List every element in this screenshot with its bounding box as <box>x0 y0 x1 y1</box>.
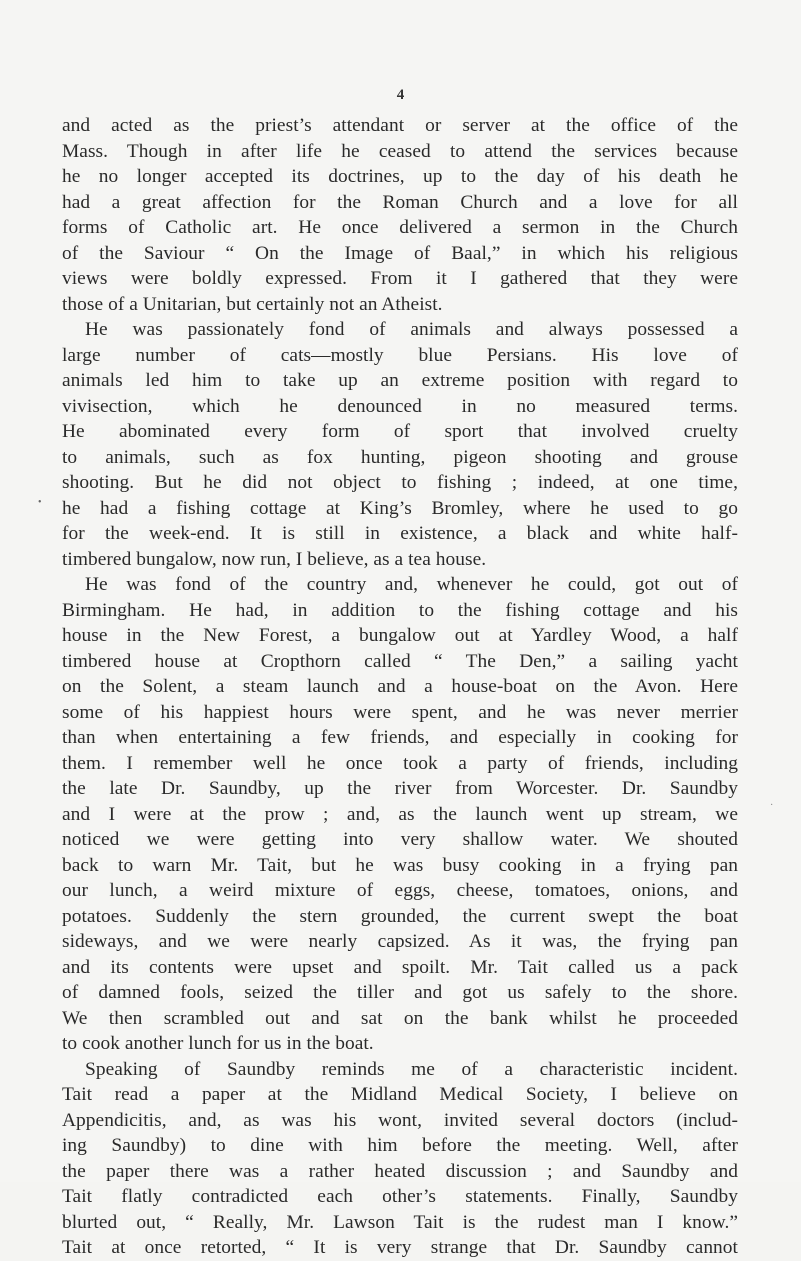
text-line: the paper there was a rather heated discussion ; and Saundby and <box>62 1160 738 1182</box>
text-line: to animals, such as fox hunting, pigeon shooting and grouse <box>62 446 738 468</box>
text-line: He was fond of the country and, whenever he could, got out of <box>85 574 738 595</box>
text-line: those of a Unitarian, but certainly not an Atheist. <box>62 293 443 315</box>
text-line: Appendicitis, and, as was his wont, invited several doctors (includ- <box>62 1109 738 1131</box>
text-line: the late Dr. Saundby, up the river from Worcester. Dr. Saundby <box>62 778 738 799</box>
text-line: of the Saviour “ On the Image of Baal,” in which his religious <box>62 242 738 264</box>
text-line: for the week-end. It is still in existence, a black and white half- <box>62 523 738 544</box>
text-line: Birmingham. He had, in addition to the fishing cottage and his <box>62 599 738 621</box>
text-line: and its contents were upset and spoilt. Mr. Tait called us a pack <box>62 956 738 978</box>
text-line: blurted out, “ Really, Mr. Lawson Tait is the rudest man I know.” <box>62 1211 738 1233</box>
text-line: potatoes. Suddenly the stern grounded, the current swept the boat <box>62 905 738 927</box>
text-line: them. I remember well he once took a party of friends, including <box>62 752 738 774</box>
text-line: vivisection, which he denounced in no measured terms. <box>62 395 738 417</box>
page-number: 4 <box>396 87 405 103</box>
text-line: forms of Catholic art. He once delivered a sermon in the Church <box>62 217 738 238</box>
text-line: Tait read a paper at the Midland Medical Society, I believe on <box>62 1084 738 1105</box>
text-line: Speaking of Saundby reminds me of a characteristic incident. <box>85 1058 738 1080</box>
text-line: Tait at once retorted, “ It is very strange that Dr. Saundby cannot <box>62 1237 738 1258</box>
text-line: on the Solent, a steam launch and a house-boat on the Avon. Here <box>62 676 738 697</box>
text-line: had a great affection for the Roman Church and a love for all <box>62 191 738 213</box>
text-line: our lunch, a weird mixture of eggs, cheese, tomatoes, onions, and <box>62 880 738 901</box>
text-line: some of his happiest hours were spent, and he was never merrier <box>62 701 738 723</box>
text-line: views were boldly expressed. From it I gathered that they were <box>62 268 738 289</box>
text-line: ing Saundby) to dine with him before the meeting. Well, after <box>62 1135 738 1156</box>
text-line: he had a fishing cottage at King’s Bromley, where he used to go <box>62 497 738 519</box>
text-line: house in the New Forest, a bungalow out at Yardley Wood, a half <box>62 625 738 646</box>
text-line: sideways, and we were nearly capsized. As it was, the frying pan <box>62 931 738 952</box>
text-line: shooting. But he did not object to fishing ; indeed, at one time, <box>62 472 738 493</box>
text-line: Mass. Though in after life he ceased to attend the services because <box>62 140 738 162</box>
text-line: timbered house at Cropthorn called “ The Den,” a sailing yacht <box>62 650 738 672</box>
text-line: He was passionately fond of animals and always possessed a <box>85 319 738 340</box>
text-line: large number of cats—mostly blue Persians. His love of <box>62 344 738 366</box>
text-line: and acted as the priest’s attendant or server at the office of the <box>62 115 738 136</box>
text-line: noticed we were getting into very shallow water. We shouted <box>62 829 738 850</box>
text-line: back to warn Mr. Tait, but he was busy cooking in a frying pan <box>62 854 738 876</box>
body-text <box>62 113 738 1261</box>
text-line: than when entertaining a few friends, and especially in cooking for <box>62 727 738 748</box>
margin-speck-mark: · <box>770 800 774 811</box>
text-line: timbered bungalow, now run, I believe, as a tea house. <box>62 548 487 570</box>
text-line: of damned fools, seized the tiller and got us safely to the shore. <box>62 982 738 1003</box>
margin-bullet-mark: • <box>38 497 42 508</box>
text-line: to cook another lunch for us in the boat. <box>62 1033 374 1054</box>
text-line: We then scrambled out and sat on the bank whilst he proceeded <box>62 1007 738 1029</box>
text-line: He abominated every form of sport that involved cruelty <box>62 421 738 442</box>
text-line: and I were at the prow ; and, as the launch went up stream, we <box>62 803 738 825</box>
text-line: Tait flatly contradicted each other’s statements. Finally, Saundby <box>62 1186 738 1207</box>
text-line: he no longer accepted its doctrines, up to the day of his death he <box>62 166 738 187</box>
text-line: animals led him to take up an extreme position with regard to <box>62 370 738 391</box>
